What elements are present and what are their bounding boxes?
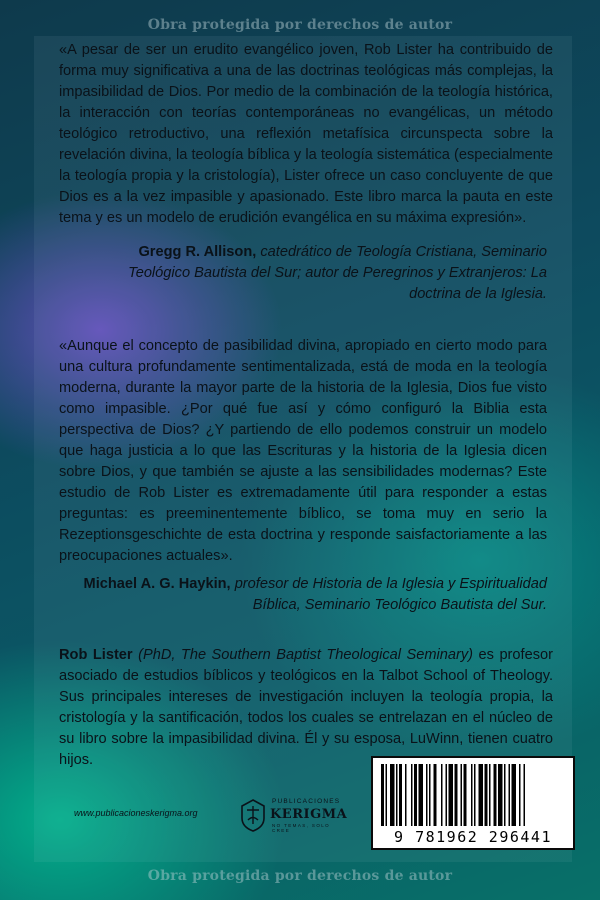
- barcode-bars: [381, 764, 567, 826]
- barcode-bar: [461, 764, 463, 826]
- barcode-bar: [494, 764, 497, 826]
- barcode-bar: [414, 764, 417, 826]
- barcode-bar: [434, 764, 437, 826]
- barcode-bar: [441, 764, 443, 826]
- seal-icon: [240, 798, 266, 832]
- barcode-bar: [396, 764, 398, 826]
- barcode-bar: [479, 764, 484, 826]
- endorser-role: profesor de Historia de la Iglesia y Espiritualidad Bíblica, Seminario Teológico Bautista del Sur.: [234, 576, 547, 613]
- barcode-bar: [449, 764, 454, 826]
- barcode-bar: [429, 764, 431, 826]
- endorsement-quote-2: «Aunque el concepto de pasibilidad divina, apropiado en cierto modo para una cultura profundamente sentimentalizada, está de moda en la teología moderna, durante la mayor parte de la historia de la Iglesia, Dios fue visto como impasible. ¿Por qué fue así y cómo configuró la Biblia esta perspectiva de Dios? ¿Y partiendo de ello podemos construir un modelo que haga justicia a lo que las Escrituras y la historia de la Iglesia dicen sobre Dios, y que también se ajuste a las sensibilidades modernas? Este estudio de Rob Lister es extremadamente útil para responder a estas preguntas: es preeminentemente bíblico, se toma muy en serio la Rezeptionsgeschichte de esta doctrina y responde saisfactoriamente a las preocupaciones actuales».: [59, 338, 547, 564]
- barcode-bar: [405, 764, 407, 826]
- endorsement-quote-1: «A pesar de ser un erudito evangélico joven, Rob Lister ha contribuido de forma muy significativa a una de las doctrinas teológicas más complejas, la impasibilidad de Dios. Por medio de la combinación de la teología histórica, la interacción con teorías contemporáneas no evangélicas, un método teológico retroductivo, una reflexión metafísica circunspecta sobre la revelación divina, la teología bíblica y la teología sistemática (especialmente la teología propia y la cristología), Lister ofrece un caso concluyente de que Dios es a la vez impasible y apasionado. Este libro marca la pauta en este tema y es un modelo de erudición evangélica en su máxima expresión».: [59, 42, 553, 226]
- barcode-bar: [446, 764, 448, 826]
- barcode-bar: [390, 764, 395, 826]
- barcode-bar: [474, 764, 476, 826]
- barcode-bar: [512, 764, 517, 826]
- endorser-role: catedrático de Teología Cristiana, Seminario Teológico Bautista del Sur; autor de Peregrinos y Extranjeros: La doctrina de la Iglesia.: [128, 244, 547, 302]
- isbn-number: 9 781962 296441: [394, 828, 552, 846]
- barcode-bar: [426, 764, 428, 826]
- barcode-bar: [485, 764, 488, 826]
- publisher-website: www.publicacioneskerigma.org: [74, 808, 198, 818]
- barcode-bar: [386, 764, 388, 826]
- endorsement-attribution-1: [87, 242, 547, 305]
- barcode-bar: [399, 764, 402, 826]
- barcode-bar: [489, 764, 491, 826]
- barcode-bar: [455, 764, 458, 826]
- barcode-bar: [504, 764, 506, 826]
- copyright-watermark-bottom: Obra protegida por derechos de autor: [147, 868, 453, 884]
- barcode-bar: [524, 764, 526, 826]
- publisher-label: PUBLICACIONES: [272, 798, 341, 805]
- isbn-barcode: [371, 756, 575, 850]
- endorsement-attribution-2: [77, 574, 547, 616]
- barcode-bar: [498, 764, 503, 826]
- barcode-bar: [411, 764, 413, 826]
- author-name: Rob Lister: [59, 647, 133, 663]
- barcode-bar: [381, 764, 384, 826]
- barcode-bar: [509, 764, 511, 826]
- author-bio: [59, 645, 553, 771]
- barcode-bar: [419, 764, 424, 826]
- author-bio-text: es profesor asociado de estudios bíblicos y teológicos en la Talbot School of Theology. Sus principales intereses de investigación incluyen la teología propia, la cristología y la santificación, todos los cuales se entrelazan en el núcleo de su libro sobre la impasibilidad divina. Él y su esposa, LuWinn, tienen cuatro hijos.: [59, 647, 553, 768]
- endorser-name: Gregg R. Allison,: [138, 244, 257, 260]
- publisher-logo: [240, 794, 348, 836]
- author-credentials: (PhD, The Southern Baptist Theological Seminary): [138, 647, 474, 663]
- barcode-bar: [471, 764, 473, 826]
- copyright-watermark-top: Obra protegida por derechos de autor: [147, 17, 453, 33]
- publisher-name: KERIGMA: [270, 807, 348, 822]
- publisher-tagline: NO TEMAS, SOLO CREE: [272, 823, 331, 833]
- endorser-name: Michael A. G. Haykin,: [83, 576, 231, 592]
- barcode-bar: [464, 764, 467, 826]
- barcode-bar: [519, 764, 521, 826]
